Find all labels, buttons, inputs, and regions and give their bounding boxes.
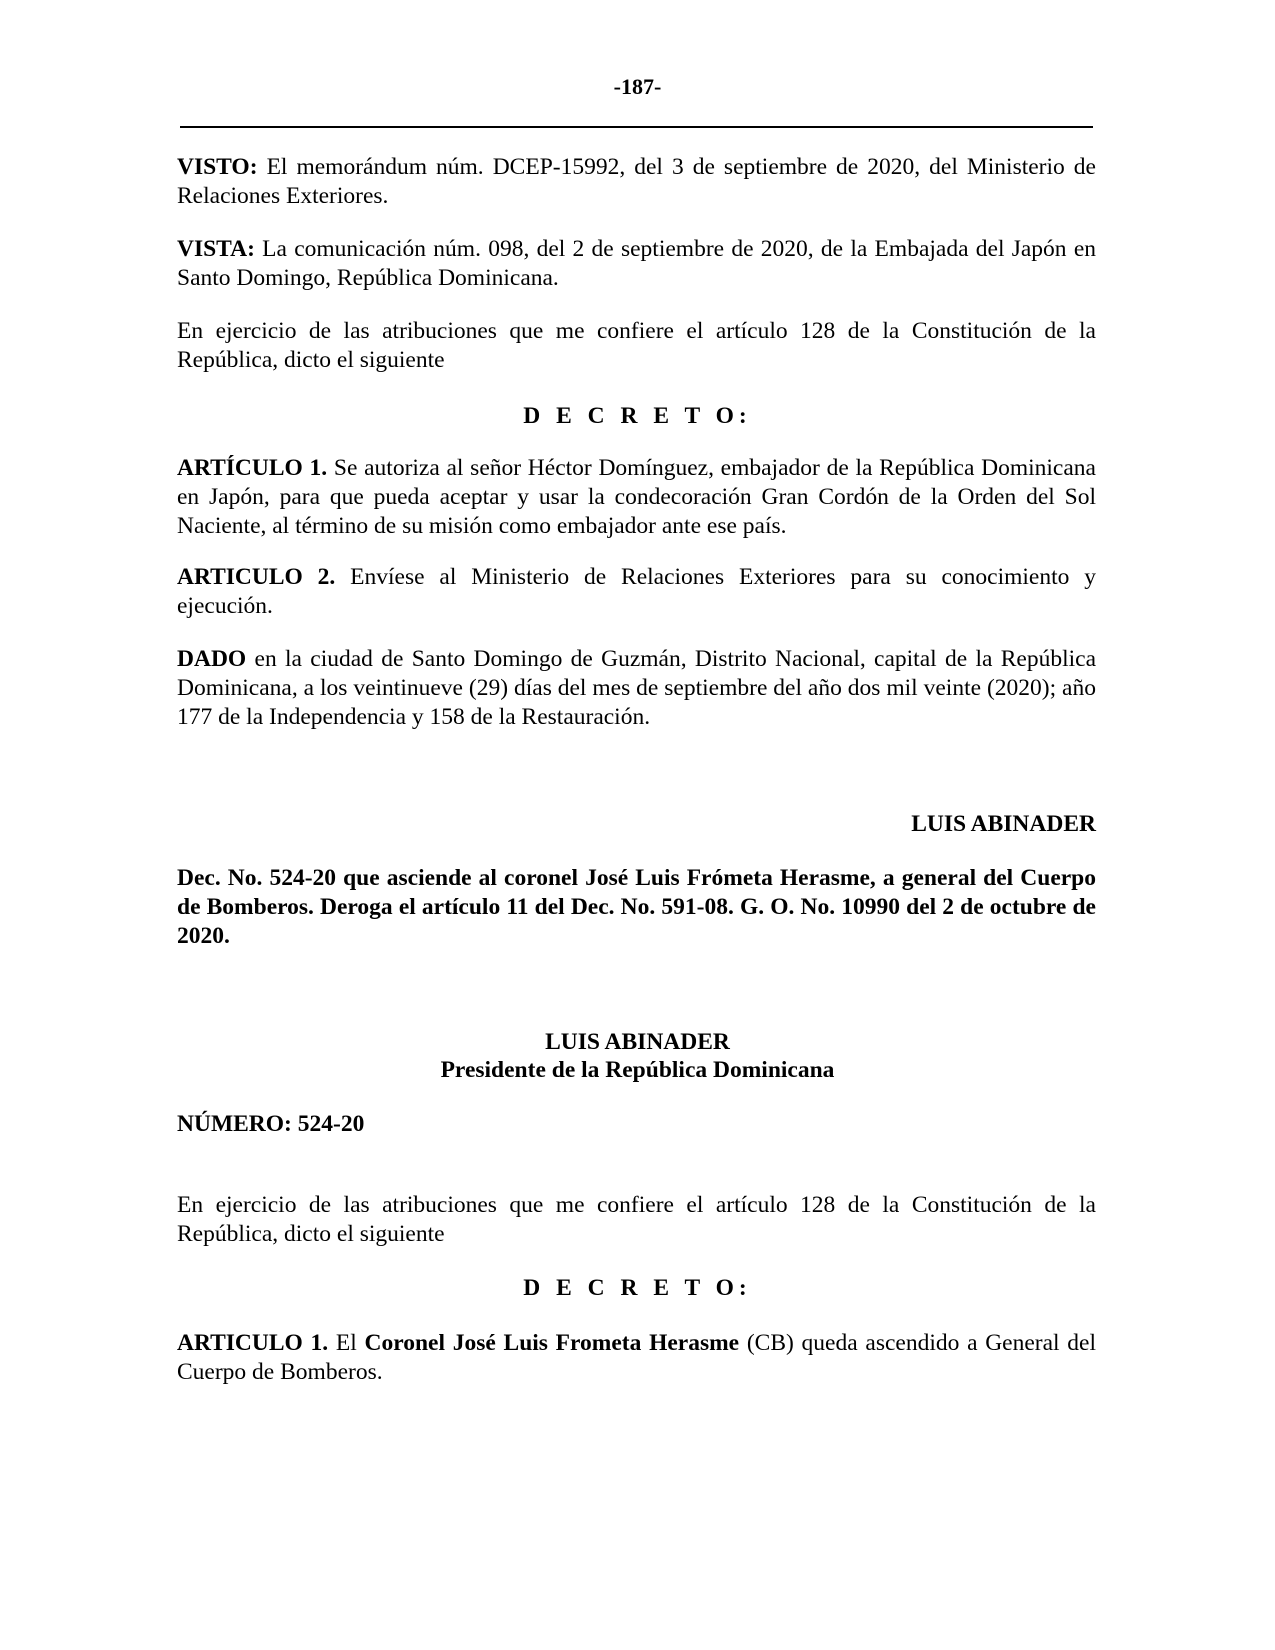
decreto-heading: D E C R E T O: [523, 403, 752, 429]
articulo-1-paragraph [177, 454, 1096, 541]
vista-paragraph [177, 235, 1096, 293]
header-divider [180, 126, 1093, 128]
decree-number: NÚMERO: 524-20 [177, 1111, 365, 1137]
decreto-heading-2: D E C R E T O: [523, 1275, 752, 1301]
articulo-1-paragraph-2 [177, 1329, 1096, 1387]
articulo-1-label: ARTÍCULO 1. [177, 455, 328, 481]
articulo-1-text: Se autoriza al señor Héctor Domínguez, embajador de la República Dominicana en Japón, para que pueda aceptar y usar la condecoración Gran Cordón de la Orden del Sol Naciente, al término de su misión como embajador ante ese país. [177, 455, 1096, 539]
articulo-1b-text-a: El [328, 1330, 365, 1356]
articulo-2-label: ARTICULO 2. [177, 564, 336, 590]
vista-text: La comunicación núm. 098, del 2 de septiembre de 2020, de la Embajada del Japón en Santo Domingo, República Dominicana. [177, 236, 1096, 291]
dado-label: DADO [177, 646, 247, 672]
dado-paragraph [177, 645, 1096, 732]
page-number: -187- [613, 74, 662, 99]
dado-text: en la ciudad de Santo Domingo de Guzmán, Distrito Nacional, capital de la República Dominicana, a los veintinueve (29) días del mes de septiembre del año dos mil veinte (2020); año 177 de la Independencia y 158 de la Restauración. [177, 646, 1096, 730]
articulo-1b-name: Coronel José Luis Frometa Herasme [364, 1330, 740, 1356]
president-name: LUIS ABINADER [545, 1029, 730, 1055]
articulo-1b-label: ARTICULO 1. [177, 1330, 329, 1356]
articulo-1b-text-b: (CB) queda ascendido a General del Cuerpo de Bomberos. [177, 1330, 1097, 1385]
ejercicio-paragraph-2: En ejercicio de las atribuciones que me confiere el artículo 128 de la Constitución de la República, dicto el siguiente [177, 1192, 1096, 1247]
president-title: Presidente de la República Dominicana [440, 1057, 835, 1083]
signature-name: LUIS ABINADER [911, 811, 1096, 837]
articulo-2-text: Envíese al Ministerio de Relaciones Exteriores para su conocimiento y ejecución. [177, 564, 1096, 619]
decree-title: Dec. No. 524-20 que asciende al coronel José Luis Frómeta Herasme, a general del Cuerpo de Bomberos. Deroga el artículo 11 del Dec. No. 591-08. G. O. No. 10990 del 2 de octubre de 2020. [177, 865, 1096, 949]
articulo-2-paragraph [177, 563, 1096, 621]
visto-label: VISTO: [177, 154, 258, 180]
visto-paragraph [177, 153, 1096, 211]
vista-label: VISTA: [177, 236, 255, 262]
ejercicio-paragraph: En ejercicio de las atribuciones que me confiere el artículo 128 de la Constitución de la República, dicto el siguiente [177, 318, 1096, 373]
visto-text: El memorándum núm. DCEP-15992, del 3 de septiembre de 2020, del Ministerio de Relaciones Exteriores. [177, 154, 1096, 209]
